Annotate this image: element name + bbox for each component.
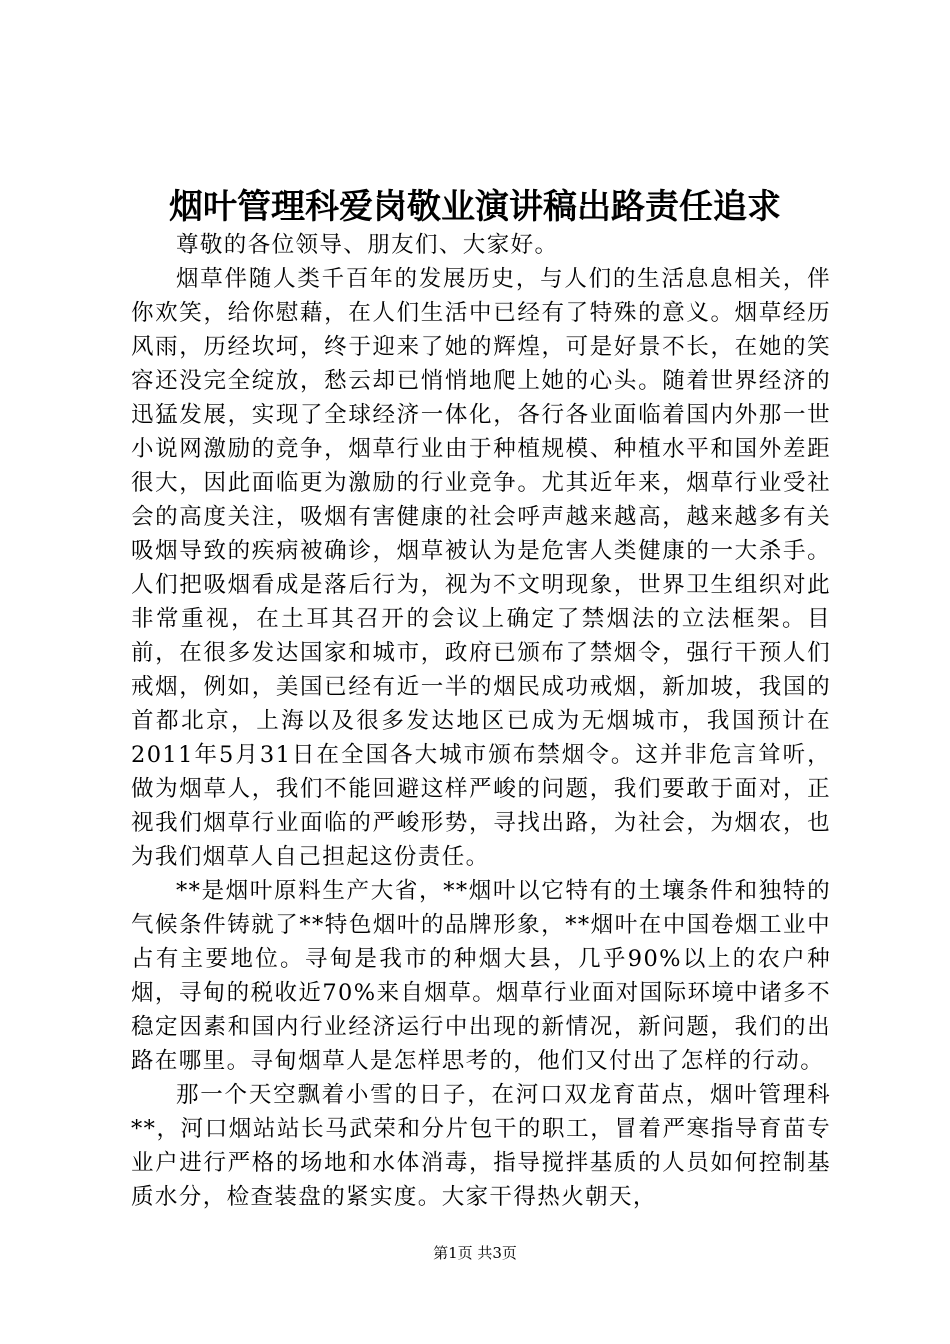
page-title: 烟叶管理科爱岗敬业演讲稿出路责任追求 — [169, 187, 781, 227]
paragraph-xundian-tobacco: **是烟叶原料生产大省，**烟叶以它特有的土壤条件和独特的气候条件铸就了**特色烟叶的品牌形象，**烟叶在中国卷烟工业中占有主要地位。寻甸是我市的种烟大县，几乎90%以上的农户种烟，寻甸的税收近70%来自烟草。烟草行业面对国际环境中诸多不稳定因素和国内行业经济运行中出现的新情况，新问题，我们的出路在哪里。寻甸烟草人是怎样思考的，他们又付出了怎样的行动。 — [131, 878, 831, 1074]
paragraph-seedling-day: 那一个天空飘着小雪的日子，在河口双龙育苗点，烟叶管理科**，河口烟站站长马武荣和分片包干的职工，冒着严寒指导育苗专业户进行严格的场地和水体消毒，指导搅拌基质的人员如何控制基质水分，检查装盘的紧实度。大家干得热火朝天， — [131, 1082, 831, 1210]
paragraph-tobacco-history: 烟草伴随人类千百年的发展历史，与人们的生活息息相关，伴你欢笑，给你慰藉，在人们生活中已经有了特殊的意义。烟草经历风雨，历经坎坷，终于迎来了她的辉煌，可是好景不长，在她的笑容还没完全绽放，愁云却已悄悄地爬上她的心头。随着世界经济的迅猛发展，实现了全球经济一体化，各行各业面临着国内外那一世小说网激励的竞争，烟草行业由于种植规模、种植水平和国外差距很大，因此面临更为激励的行业竞争。尤其近年来，烟草行业受社会的高度关注，吸烟有害健康的社会呼声越来越高，越来越多有关吸烟导致的疾病被确诊，烟草被认为是危害人类健康的一大杀手。人们把吸烟看成是落后行为，视为不文明现象，世界卫生组织对此非常重视，在土耳其召开的会议上确定了禁烟法的立法框架。目前，在很多发达国家和城市，政府已颁布了禁烟令，强行干预人们戒烟，例如，美国已经有近一半的烟民成功戒烟，新加坡，我国的首都北京，上海以及很多发达地区已成为无烟城市，我国预计在2011年5月31日在全国各大城市颁布禁烟令。这并非危言耸听，做为烟草人，我们不能回避这样严峻的问题，我们要敢于面对，正视我们烟草行业面临的严峻形势，寻找出路，为社会，为烟农，也为我们烟草人自己担起这份责任。 — [131, 266, 831, 870]
page-footer: 第1页 共3页 — [433, 1244, 517, 1262]
paragraph-greeting: 尊敬的各位领导、朋友们、大家好。 — [176, 232, 559, 258]
document-body — [131, 228, 831, 1214]
